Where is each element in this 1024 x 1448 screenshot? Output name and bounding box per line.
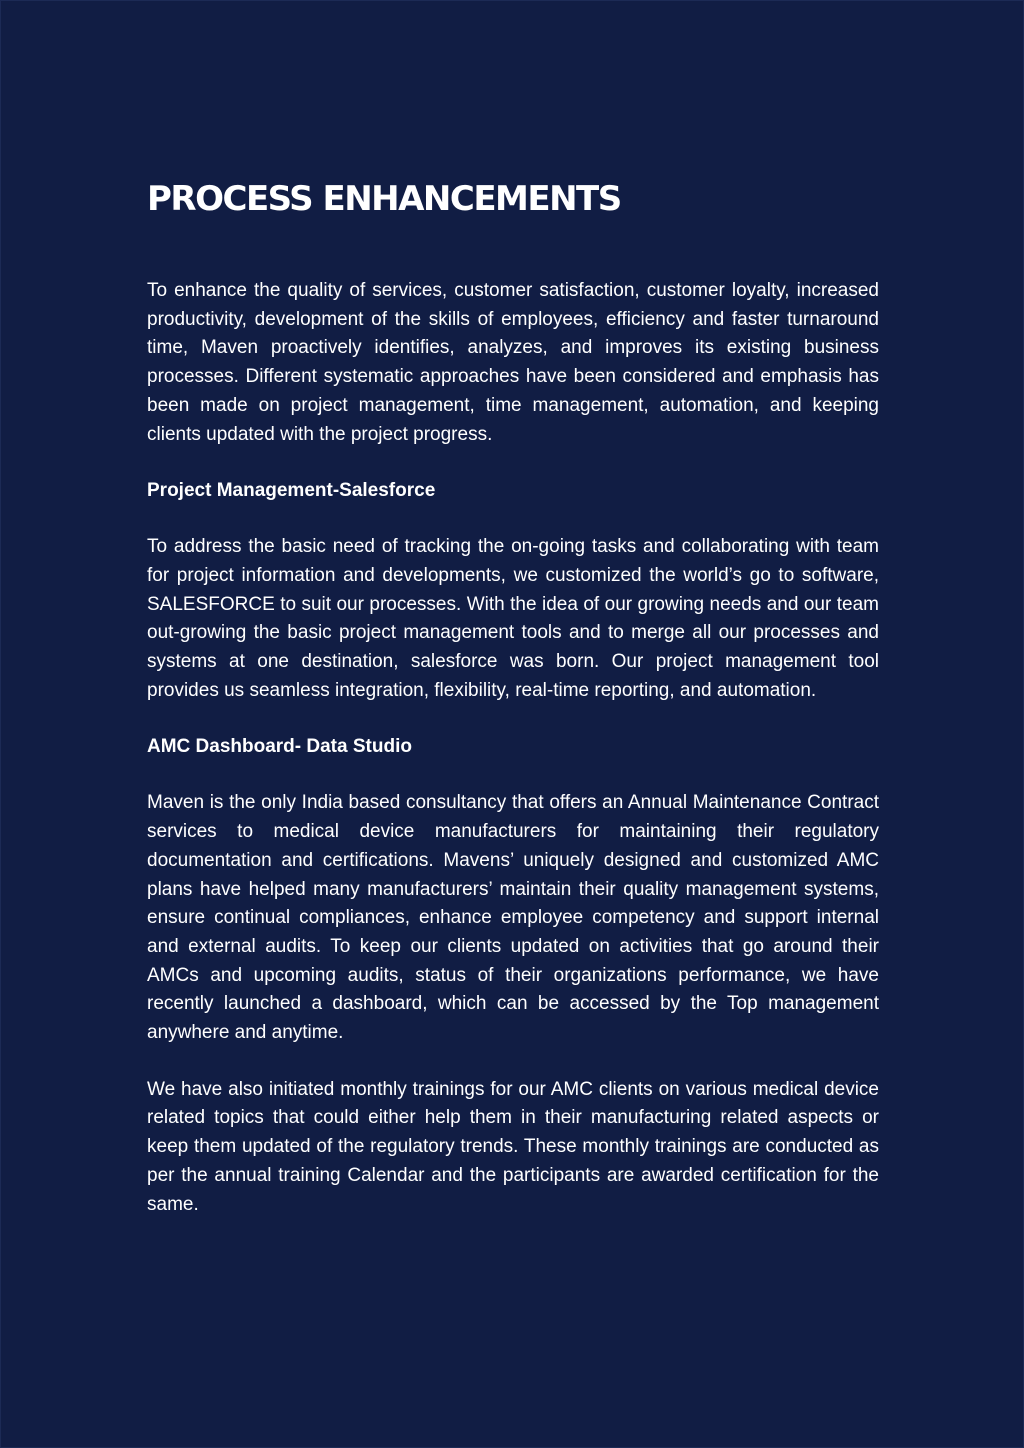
spacer [147, 505, 879, 533]
spacer [147, 449, 879, 477]
page-content [147, 177, 879, 1219]
amc-trainings-paragraph: We have also initiated monthly trainings for our AMC clients on various medical device related topics that could either help them in their manufacturing related aspects or keep them updated of the regulatory trends. These monthly trainings are conducted as per the annual training Calendar and the participants are awarded certification for the same. [147, 1078, 879, 1215]
intro-paragraph: To enhance the quality of services, customer satisfaction, customer loyalty, increased productivity, development of the skills of employees, efficiency and faster turnaround time, Maven proactively identifies, analyzes, and improves its existing business processes. Different systematic approaches have been considered and emphasis has been made on project management, time management, automation, and keeping clients updated with the project progress. [147, 280, 879, 445]
spacer [147, 761, 879, 789]
section-heading-amc-dashboard: AMC Dashboard- Data Studio [147, 736, 412, 758]
page-title: PROCESS ENHANCEMENTS [147, 179, 621, 219]
spacer [147, 705, 879, 733]
project-management-paragraph: To address the basic need of tracking the on-going tasks and collaborating with team for project information and developments, we customized the world’s go to software, SALESFORCE to suit our processes. With the idea of our growing needs and our team out-growing the basic project management tools and to merge all our processes and systems at one destination, salesforce was born. Our project management tool provides us seamless integration, flexibility, real-time reporting, and automation. [147, 536, 879, 701]
section-heading-project-management: Project Management-Salesforce [147, 480, 436, 502]
amc-dashboard-paragraph: Maven is the only India based consultancy that offers an Annual Maintenance Contract services to medical device manufacturers for maintaining their regulatory documentation and certifications. Mavens’ uniquely designed and customized AMC plans have helped many manufacturers’ maintain their quality management systems, ensure continual compliances, enhance employee competency and support internal and external audits. To keep our clients updated on activities that go around their AMCs and upcoming audits, status of their organizations performance, we have recently launched a dashboard, which can be accessed by the Top management anywhere and anytime. [147, 792, 879, 1044]
spacer [147, 221, 879, 277]
spacer [147, 1048, 879, 1076]
